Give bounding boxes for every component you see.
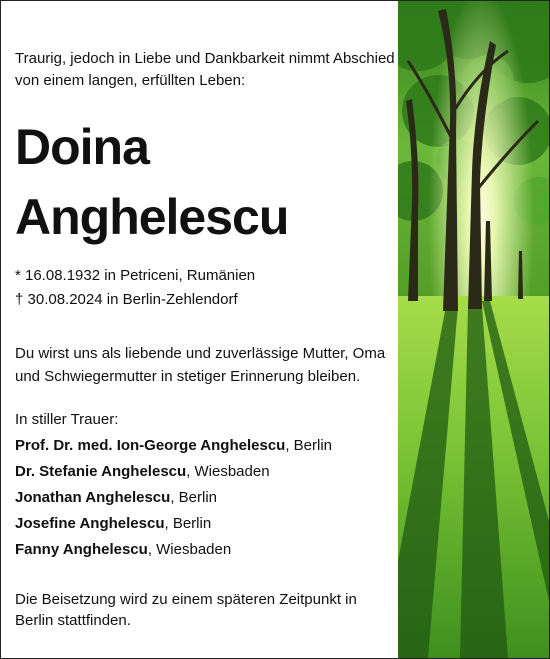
park-trees-photo (398, 1, 549, 658)
mourner-name: Prof. Dr. med. Ion-George Anghelescu (15, 437, 286, 454)
mourner-entry (15, 511, 332, 537)
farewell-message: Du wirst uns als liebende und zuverlässige Mutter, Oma und Schwiegermutter in stetiger Erinnerung bleiben. (15, 345, 386, 385)
intro-text: Traurig, jedoch in Liebe und Dankbarkeit nimmt Abschied von einem langen, erfüllten Leben: (15, 50, 395, 89)
birth-line: * 16.08.1932 in Petriceni, Rumänien (15, 267, 256, 284)
mourner-entry (15, 433, 332, 459)
deceased-last-name: Anghelescu (15, 189, 289, 245)
mourners-section (15, 407, 332, 563)
mourner-name: Jonathan Anghelescu (15, 489, 171, 506)
mourner-entry (15, 537, 332, 563)
mourner-city: , Berlin (170, 489, 217, 506)
mourner-city: , Berlin (164, 515, 212, 532)
mourner-name: Fanny Anghelescu (15, 541, 148, 558)
death-line: † 30.08.2024 in Berlin-Zehlendorf (15, 291, 238, 308)
mourner-city: , Wiesbaden (147, 541, 232, 558)
deceased-first-name: Doina (15, 119, 149, 175)
mourner-entry (15, 459, 332, 485)
mourner-city: , Wiesbaden (186, 463, 270, 480)
mourner-city: , Berlin (285, 437, 333, 454)
mourning-heading: In stiller Trauer: (15, 411, 119, 428)
mourner-name: Josefine Anghelescu (15, 515, 165, 532)
mourners-list (15, 433, 332, 563)
mourner-entry (15, 485, 332, 511)
burial-note: Die Beisetzung wird zu einem späteren Zeitpunkt in Berlin stattfinden. (15, 591, 357, 629)
park-trees-illustration (398, 1, 549, 658)
life-dates (15, 264, 255, 312)
mourner-name: Dr. Stefanie Anghelescu (15, 463, 187, 480)
